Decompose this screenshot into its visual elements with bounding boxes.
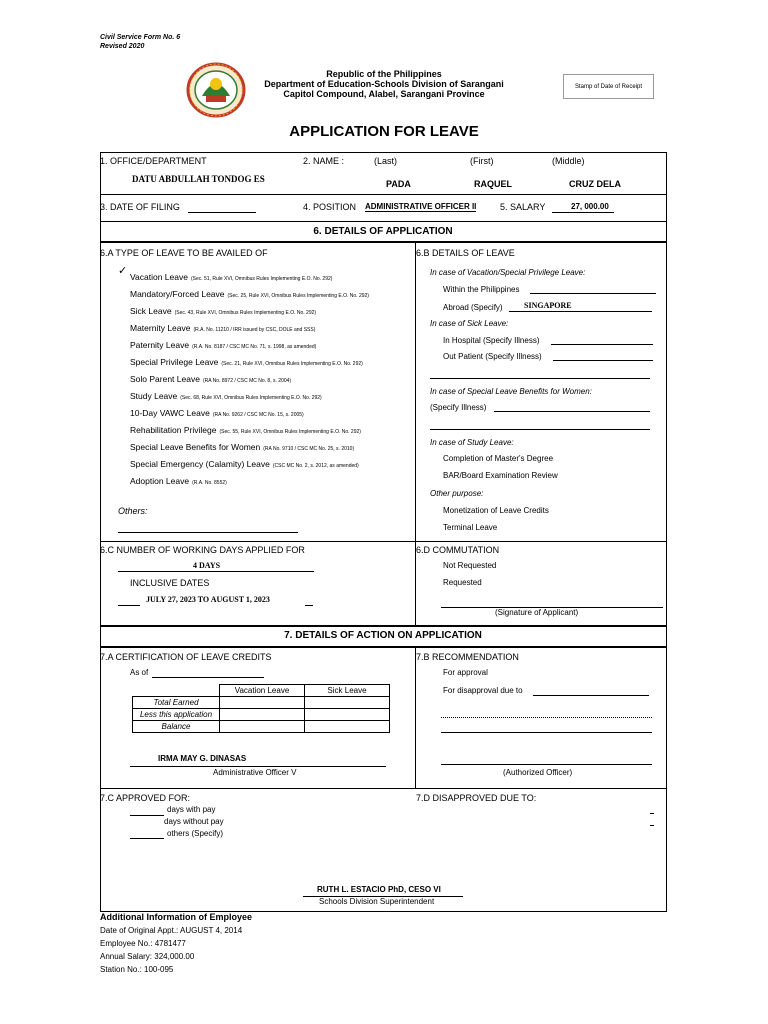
section-6d-title: 6.D COMMUTATION	[416, 545, 500, 555]
leave-type-reference: (R.A. No. 8552)	[192, 480, 227, 486]
leave-type-name: Sick Leave	[130, 306, 172, 316]
vacation-balance-cell[interactable]	[220, 721, 305, 733]
leave-type-name: Study Leave	[130, 391, 178, 401]
office-value: DATU ABDULLAH TONDOG ES	[132, 174, 265, 184]
divider	[100, 194, 666, 195]
disapproved-mark-2	[650, 825, 654, 826]
leave-type-name: Adoption Leave	[130, 476, 190, 486]
sick-total-cell[interactable]	[305, 697, 390, 709]
form-revision: Revised 2020	[100, 43, 145, 50]
last-label: (Last)	[374, 156, 398, 166]
others-specify-label: others (Specify)	[167, 829, 224, 838]
superintendent-position: Schools Division Superintendent	[319, 897, 435, 906]
position-value[interactable]: ADMINISTRATIVE OFFICER II	[365, 202, 477, 211]
abroad-value[interactable]: SINGAPORE	[524, 301, 572, 310]
header-republic: Republic of the Philippines	[326, 69, 442, 79]
outpatient-field[interactable]	[553, 360, 653, 361]
column-divider	[415, 648, 416, 788]
row-total-earned: Total Earned	[133, 697, 220, 709]
leave-type-reference: (Sec. 25, Rule XVI, Omnibus Rules Implementing E.O. No. 292)	[227, 293, 369, 299]
approval-option[interactable]: For approval	[443, 668, 488, 677]
not-requested-option[interactable]: Not Requested	[443, 561, 497, 570]
sick-extra-field[interactable]	[430, 378, 650, 379]
leave-type-reference: (Sec. 55, Rule XVI, Omnibus Rules Implementing E.O. No. 292)	[219, 429, 361, 435]
position-label: 4. POSITION	[303, 202, 357, 212]
certifier-name: IRMA MAY G. DINASAS	[158, 754, 247, 763]
col-vacation: Vacation Leave	[220, 685, 305, 697]
disapproval-line-3[interactable]	[441, 732, 652, 733]
salary-label: 5. SALARY	[500, 202, 546, 212]
leave-type-option[interactable]	[130, 370, 291, 386]
outpatient-label: Out Patient (Specify Illness)	[443, 352, 542, 361]
leave-type-name: Paternity Leave	[130, 340, 190, 350]
terminal-option[interactable]: Terminal Leave	[443, 523, 498, 532]
leave-type-option[interactable]	[130, 285, 369, 301]
leave-type-name: Solo Parent Leave	[130, 374, 200, 384]
section-6b-title: 6.B DETAILS OF LEAVE	[416, 248, 515, 258]
additional-title: Additional Information of Employee	[100, 912, 253, 922]
annual-salary: Annual Salary: 324,000.00	[100, 952, 195, 961]
leave-type-option[interactable]	[130, 319, 315, 335]
header-dept: Department of Education-Schools Division of Sarangani	[264, 79, 504, 89]
inclusive-label: INCLUSIVE DATES	[130, 578, 210, 588]
hospital-field[interactable]	[551, 344, 653, 345]
hospital-label: In Hospital (Specify Illness)	[443, 336, 540, 345]
table-corner	[133, 685, 220, 697]
date-filing-field[interactable]	[188, 212, 256, 213]
leave-type-name: Special Emergency (Calamity) Leave	[130, 459, 270, 469]
original-appt: Date of Original Appt.: AUGUST 4, 2014	[100, 926, 243, 935]
divider	[100, 788, 666, 789]
leave-type-reference: (RA No. 8972 / CSC MC No. 8, s. 2004)	[202, 378, 292, 384]
certifier-position: Administrative Officer V	[213, 768, 297, 777]
as-of-field[interactable]	[152, 677, 264, 678]
employee-no: Employee No.: 4781477	[100, 939, 186, 948]
leave-type-option[interactable]	[130, 404, 304, 420]
section-7-title: 7. DETAILS OF ACTION ON APPLICATION	[284, 630, 482, 641]
row-balance: Balance	[133, 721, 220, 733]
first-label: (First)	[470, 156, 494, 166]
leave-type-reference: (R.A. No. 8187 / CSC MC No. 71, s. 1998, as amended)	[192, 344, 317, 350]
leave-credits-table	[132, 684, 390, 733]
disapproval-option[interactable]: For disapproval due to	[443, 686, 523, 695]
leave-type-reference: (R.A. No. 11210 / IRR issued by CSC, DOLE and SSS)	[193, 327, 316, 333]
salary-underline	[552, 212, 614, 213]
table-row	[133, 697, 390, 709]
station-no: Station No.: 100-095	[100, 965, 174, 974]
disapproved-mark-1	[650, 813, 654, 814]
divider	[100, 646, 666, 648]
divider	[100, 221, 666, 222]
leave-type-option[interactable]	[130, 472, 227, 488]
leave-type-reference: (RA No. 9262 / CSC MC No. 15, s. 2005)	[212, 412, 304, 418]
authorized-signature-line[interactable]	[441, 764, 652, 765]
table-row	[133, 709, 390, 721]
abroad-underline	[509, 311, 652, 312]
vacation-less-cell[interactable]	[220, 709, 305, 721]
others-label: Others:	[118, 506, 148, 516]
inclusive-underline-left	[118, 605, 140, 606]
section-7d-title: 7.D DISAPPROVED DUE TO:	[416, 793, 537, 803]
disapproval-field[interactable]	[533, 695, 649, 696]
other-purpose-heading: Other purpose:	[430, 489, 484, 498]
table-header-row	[133, 685, 390, 697]
as-of-label: As of	[130, 668, 149, 677]
leave-type-name: Rehabilitation Privilege	[130, 425, 217, 435]
form-number: Civil Service Form No. 6	[100, 34, 181, 41]
vacation-heading: In case of Vacation/Special Privilege Leave:	[430, 268, 586, 277]
divider	[100, 625, 666, 627]
section-7a-title: 7.A CERTIFICATION OF LEAVE CREDITS	[100, 652, 272, 662]
inclusive-value[interactable]: JULY 27, 2023 TO AUGUST 1, 2023	[146, 595, 270, 604]
header-address: Capitol Compound, Alabel, Sarangani Province	[283, 89, 485, 99]
leave-type-reference: (Sec. 43, Rule XVI, Omnibus Rules Implementing E.O. No. 292)	[174, 310, 317, 316]
specify-illness-field[interactable]	[494, 411, 650, 412]
leave-type-option[interactable]	[130, 336, 316, 352]
others-specify-field[interactable]	[130, 838, 164, 839]
leave-type-name: Vacation Leave	[130, 272, 188, 282]
leave-type-option[interactable]	[130, 268, 332, 284]
disapproval-line-2[interactable]	[441, 717, 652, 718]
first-name[interactable]: RAQUEL	[474, 179, 512, 189]
leave-type-name: Maternity Leave	[130, 323, 191, 333]
leave-type-name: 10-Day VAWC Leave	[130, 408, 210, 418]
leave-type-reference: (CSC MC No. 2, s. 2012, as amended)	[272, 463, 359, 469]
within-ph-field[interactable]	[530, 293, 656, 294]
signature-label: (Signature of Applicant)	[495, 608, 579, 617]
name-label: 2. NAME :	[303, 156, 345, 166]
sick-heading: In case of Sick Leave:	[430, 319, 509, 328]
middle-label: (Middle)	[552, 156, 585, 166]
leave-type-option[interactable]	[130, 387, 322, 403]
leave-type-option[interactable]	[130, 455, 359, 471]
stamp-box	[563, 74, 654, 99]
section-6-title: 6. DETAILS OF APPLICATION	[313, 226, 453, 237]
stamp-label: Stamp of Date of Receipt	[574, 83, 643, 90]
monetization-option[interactable]: Monetization of Leave Credits	[443, 506, 549, 515]
leave-type-name: Special Privilege Leave	[130, 357, 219, 367]
last-name[interactable]: PADA	[386, 179, 411, 189]
section-6c-title: 6.C NUMBER OF WORKING DAYS APPLIED FOR	[100, 545, 305, 555]
abroad-label: Abroad (Specify)	[443, 303, 503, 312]
col-sick: Sick Leave	[305, 685, 390, 697]
authorized-label: (Authorized Officer)	[503, 768, 573, 777]
section-6a-title: 6.A TYPE OF LEAVE TO BE AVAILED OF	[100, 248, 268, 258]
sick-balance-cell[interactable]	[305, 721, 390, 733]
leave-type-reference: (Sec. 51, Rule XVI, Omnibus Rules Implementing E.O. No. 292)	[190, 276, 333, 282]
leave-type-name: Mandatory/Forced Leave	[130, 289, 225, 299]
bar-option[interactable]: BAR/Board Examination Review	[443, 471, 558, 480]
days-value[interactable]: 4 DAYS	[193, 561, 221, 570]
column-divider	[415, 242, 416, 625]
leave-type-name: Special Leave Benefits for Women	[130, 442, 261, 452]
women-heading: In case of Special Leave Benefits for Women:	[430, 387, 592, 396]
leave-type-option[interactable]	[130, 353, 363, 369]
within-ph-label: Within the Philippines	[443, 285, 520, 294]
divider	[100, 541, 666, 542]
leave-type-option[interactable]	[130, 302, 316, 318]
vacation-total-cell[interactable]	[220, 697, 305, 709]
superintendent-name: RUTH L. ESTACIO PhD, CESO VI	[317, 885, 441, 894]
checkmark-icon: ✓	[118, 265, 128, 277]
leave-type-option[interactable]	[130, 421, 361, 437]
divider	[100, 241, 666, 243]
page-title: APPLICATION FOR LEAVE	[289, 123, 479, 140]
without-pay-label: days without pay	[164, 817, 224, 826]
days-underline	[118, 571, 314, 572]
specify-illness-label: (Specify Illness)	[430, 403, 487, 412]
others-field[interactable]	[118, 532, 298, 533]
requested-option[interactable]: Requested	[443, 578, 482, 587]
office-label: 1. OFFICE/DEPARTMENT	[100, 156, 207, 166]
masters-option[interactable]: Completion of Master's Degree	[443, 454, 554, 463]
salary-value[interactable]: 27, 000.00	[571, 202, 609, 211]
leave-type-reference: (RA No. 9710 / CSC MC No. 25, s. 2010)	[263, 446, 355, 452]
leave-type-option[interactable]	[130, 438, 354, 454]
sick-less-cell[interactable]	[305, 709, 390, 721]
with-pay-field[interactable]	[130, 815, 164, 816]
leave-type-reference: (Sec. 68, Rule XVI, Omnibus Rules Implementing E.O. No. 292)	[180, 395, 322, 401]
row-less-application: Less this application	[133, 709, 220, 721]
table-row	[133, 721, 390, 733]
women-extra-field[interactable]	[430, 429, 650, 430]
section-7c-title: 7.C APPROVED FOR:	[100, 793, 191, 803]
with-pay-label: days with pay	[167, 805, 216, 814]
leave-type-reference: (Sec. 21, Rule XVI, Omnibus Rules Implementing E.O. No. 292)	[221, 361, 363, 367]
date-filing-label: 3. DATE OF FILING	[100, 202, 180, 212]
middle-name[interactable]: CRUZ DELA	[569, 179, 621, 189]
section-7b-title: 7.B RECOMMENDATION	[416, 652, 519, 662]
study-heading: In case of Study Leave:	[430, 438, 514, 447]
certifier-line	[130, 766, 386, 767]
inclusive-underline-right	[305, 605, 313, 606]
